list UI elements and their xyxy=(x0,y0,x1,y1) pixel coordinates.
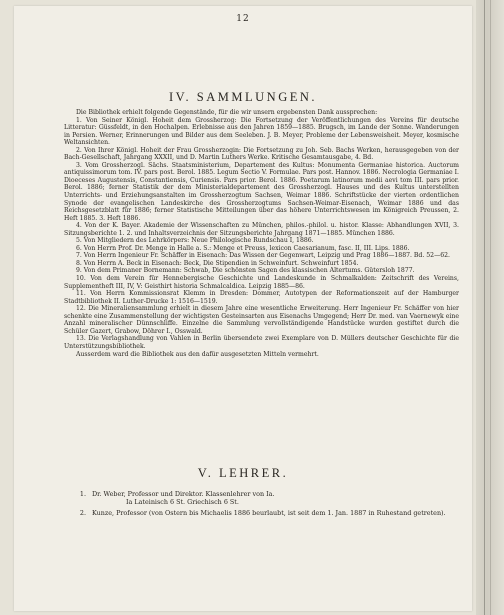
lehrer-list xyxy=(72,490,462,520)
sammlungen-entry: 9. Von dem Primaner Bornemann: Schwab, Die schönsten Sagen des klassischen Altertums. Gütersloh 1877. xyxy=(76,267,415,275)
document-page xyxy=(14,6,472,611)
sammlungen-entry: 13. Die Verlagshandlung von Vahlen in Berlin übersendete zwei Exemplare von D. Müllers deutscher Geschichte für die Unterstützungsbibliothek. xyxy=(64,335,459,350)
sammlungen-intro: Die Bibliothek erhielt folgende Gegenstände, für die wir unsern ergebensten Dank aussprechen: xyxy=(76,109,378,116)
sammlungen-entry: 5. Von Mitgliedern des Lehrkörpers: Neue Philologische Rundschau I, 1886. xyxy=(76,237,314,245)
sammlungen-entry: 12. Die Mineraliensammlung erhielt in diesem Jahre eine wesentliche Erweiterung. Herr Ingenieur Fr. Schäffer von hier schenkte eine Zusammenstellung der wichtigsten Gesteinsarten aus Eisenachs Umgegend; Herr Dr. med. van Vaernewyk eine Anzahl mineralischer Dünnschliffe. Einzelne die Sammlung vervollständigende Handstücke wurden gestiftet durch die Schüler Gazert, Grabow, Döhrer I., Osswald. xyxy=(64,305,459,335)
lehrer-item-name: Dr. Weber, Professor und Direktor. Klassenlehrer von Ia. xyxy=(92,490,275,498)
section-heading-sammlungen: IV. SAMMLUNGEN. xyxy=(168,90,318,104)
sammlungen-entry: 11. Von Herrn Kommissionsrat Klemm in Dresden: Dommer, Autotypen der Reformationszeit auf der Hamburger Stadtbibliothek II. Luther-Drucke 1: 1516—1519. xyxy=(64,290,459,305)
binding-edge xyxy=(490,0,491,615)
page-number: 12 xyxy=(236,14,250,24)
lehrer-item-name: Kunze, Professor (von Ostern bis Michaelis 1886 beurlaubt, ist seit dem 1. Jan. 1887 in Ruhestand getreten). xyxy=(92,509,446,517)
lehrer-item-subjects: Ia Lateinisch 6 St. Griechisch 6 St. xyxy=(126,498,239,506)
lehrer-item xyxy=(72,490,462,506)
sammlungen-entry: 10. Von dem Verein für Hennebergische Geschichte und Landeskunde in Schmalkalden: Zeitschrift des Vereins, Supplementheft III, IV, V: Geisthirt historia Schmalcaldica. Leipzig 1885—86. xyxy=(64,275,459,290)
sammlungen-entry: 7. Von Herrn Ingenieur Fr. Schäffer in Eisenach: Das Wissen der Gegenwart, Leipzig und Prag 1886—1887. Bd. 52—62. xyxy=(76,252,450,260)
sammlungen-entry: Ausserdem ward die Bibliothek aus den dafür ausgesetzten Mitteln vermehrt. xyxy=(76,350,319,358)
lehrer-item-number: 1. xyxy=(79,490,86,498)
lehrer-item-number: 2. xyxy=(79,509,86,517)
lehrer-item xyxy=(72,509,462,517)
sammlungen-entry: 3. Vom Grossherzogl. Sächs. Staatsministerium, Departement des Kultus: Monumenta Germaniae historica. Auctorum antiquissimorum tom. IV. pars post. Berol. 1885. Legum Sectio V. Formulae. Pars post. Hannov. 1886. Necrologia Germaniae I. Dioeceses Augustensis, Constantiensis, Curiensis. Pars prior. Berol. 1886. Poetarum latinorum medii aevi tom III. pars prior. Berol. 1886; ferner Statistik der dem Ministerialdepartement des Grossherzogl. Hauses und des Kultus unterstellten Unterrichts- und Erziehungsanstalten im Grossherzogtum Sachsen, Weimar 1886. Schriftstücke der vierten ordentlichen Synode der evangelischen Landeskirche des Grossherzogtums Sachsen-Weimar-Eisenach, Weimar 1886 und das Reichsgesetzblatt für 1886; ferner Statistische Mitteilungen über das höhere Unterrichtswesen im Königreich Preussen, 2. Heft 1885. 3. Heft 1886. xyxy=(64,161,459,222)
sammlungen-entry: 8. Von Herrn A. Beck in Eisenach: Beck, Die Stipendien in Schweinfurt. Schweinfurt 1854. xyxy=(76,259,359,267)
section-heading-lehrer: V. LEHRER. xyxy=(197,466,289,480)
sammlungen-entry: 1. Von Seiner Königl. Hoheit dem Grossherzog: Die Fortsetzung der Veröffentlichungen des Vereins für deutsche Litteratur: Güssfeldt, in den Hochalpen. Erlebnisse aus den Jahren 1859—1885. Brugsch, im Lande der Sonne. Wanderungen in Persien. Werner, Erinnerungen und Bilder aus dem Seeleben. J. B. Meyer, Probleme der Lebensweisheit. Meyer, kosmische Weltansichten. xyxy=(64,116,459,147)
binding-edge xyxy=(484,0,485,615)
sammlungen-entry: 2. Von Ihrer Königl. Hoheit der Frau Grossherzogin: Die Fortsetzung zu Joh. Seb. Bachs Werken, herausgegeben von der Bach-Gesellschaft, Jahrgang XXXII, und D. Martin Luthers Werke. Kritische Gesamtausgabe, 4. Bd. xyxy=(64,146,459,162)
sammlungen-entry: 6. Von Herrn Prof. Dr. Menge in Halle a. S.: Menge et Preuss, lexicon Caesarianum, fasc. II, III. Lips. 1886. xyxy=(76,244,410,252)
sammlungen-entry: 4. Von der K. Bayer. Akademie der Wissenschaften zu München, philos.-philol. u. histor. Klasse: Abhandlungen XVII, 3. Sitzungsberichte 1. 2. und Inhaltsverzeichnis der Sitzungsberichte Jahrgang 1871—1885. München 1886. xyxy=(64,222,459,237)
sammlungen-body xyxy=(64,109,459,358)
